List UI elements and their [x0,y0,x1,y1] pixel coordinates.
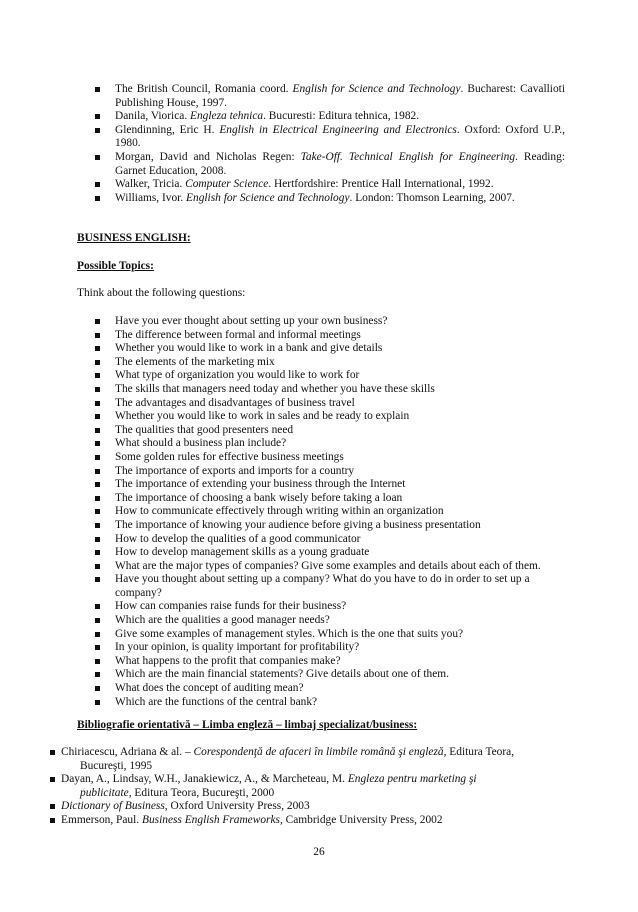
bibliography-item: Dictionary of Business, Oxford University Press, 2003 [61,800,566,814]
question-item: The qualities that good presenters need [115,424,575,438]
square-bullet-icon [95,645,100,650]
question-item: Which are the functions of the central bank? [115,696,575,710]
question-list [115,315,575,709]
square-bullet-icon [95,523,100,528]
square-bullet-icon [95,672,100,677]
square-bullet-icon [95,128,100,133]
square-bullet-icon [95,659,100,664]
question-item: What type of organization you would like to work for [115,369,575,383]
square-bullet-icon [95,564,100,569]
square-bullet-icon [95,319,100,324]
question-item: In your opinion, is quality important for profitability? [115,641,575,655]
bibliography-item: Chiriacescu, Adriana & al. – Corespondenţă de afaceri în limbile română şi engleză, Editura Teora, Bucureşti, 1995 [61,746,566,773]
square-bullet-icon [95,196,100,201]
possible-topics-heading: Possible Topics: [77,260,154,272]
square-bullet-icon [95,537,100,542]
question-item: How to develop the qualities of a good communicator [115,533,575,547]
reference-item: Walker, Tricia. Computer Science. Hertfordshire: Prentice Hall International, 1992. [115,178,565,192]
question-item: Which are the main financial statements? Give details about one of them. [115,668,575,682]
bibliography-item: Emmerson, Paul. Business English Frameworks, Cambridge University Press, 2002 [61,814,566,828]
question-item: What happens to the profit that companies make? [115,655,575,669]
square-bullet-icon [50,804,55,809]
square-bullet-icon [50,818,55,823]
reference-item: Morgan, David and Nicholas Regen: Take-Off. Technical English for Engineering. Reading: Garnet Education, 2008. [115,151,565,178]
square-bullet-icon [95,182,100,187]
square-bullet-icon [95,114,100,119]
reference-item: Williams, Ivor. English for Science and Technology. London: Thomson Learning, 2007. [115,192,565,206]
square-bullet-icon [95,401,100,406]
square-bullet-icon [95,360,100,365]
questions-intro: Think about the following questions: [77,287,246,299]
square-bullet-icon [95,155,100,160]
square-bullet-icon [50,777,55,782]
square-bullet-icon [95,618,100,623]
reference-item: Danila, Viorica. Engleza tehnica. Bucuresti: Editura tehnica, 1982. [115,110,565,124]
reference-item: Glendinning, Eric H. English in Electrical Engineering and Electronics. Oxford: Oxford U.P., 1980. [115,124,565,151]
square-bullet-icon [95,482,100,487]
question-item: The skills that managers need today and whether you have these skills [115,383,575,397]
question-item: Whether you would like to work in a bank and give details [115,342,575,356]
question-item: The elements of the marketing mix [115,356,575,370]
question-item: How to develop management skills as a young graduate [115,546,575,560]
question-item: Give some examples of management styles. Which is the one that suits you? [115,628,575,642]
square-bullet-icon [95,632,100,637]
square-bullet-icon [95,509,100,514]
square-bullet-icon [95,87,100,92]
question-item: The advantages and disadvantages of business travel [115,397,575,411]
bibliography-list [61,746,566,828]
question-item: The importance of extending your business through the Internet [115,478,575,492]
square-bullet-icon [95,550,100,555]
square-bullet-icon [95,373,100,378]
square-bullet-icon [95,496,100,501]
question-item: Whether you would like to work in sales and be ready to explain [115,410,575,424]
reference-list [115,83,565,205]
square-bullet-icon [95,441,100,446]
square-bullet-icon [95,686,100,691]
square-bullet-icon [50,750,55,755]
question-item: The importance of choosing a bank wisely before taking a loan [115,492,575,506]
question-item: Have you ever thought about setting up your own business? [115,315,575,329]
square-bullet-icon [95,604,100,609]
question-item: What does the concept of auditing mean? [115,682,575,696]
question-item: How to communicate effectively through writing within an organization [115,505,575,519]
question-item: Which are the qualities a good manager needs? [115,614,575,628]
square-bullet-icon [95,577,100,582]
reference-item: The British Council, Romania coord. English for Science and Technology. Bucharest: Cavallioti Publishing House, 1997. [115,83,565,110]
question-item: Some golden rules for effective business meetings [115,451,575,465]
square-bullet-icon [95,700,100,705]
question-item: The importance of exports and imports for a country [115,465,575,479]
question-item: What are the major types of companies? Give some examples and details about each of them. [115,560,575,574]
square-bullet-icon [95,469,100,474]
bibliography-item: Dayan, A., Lindsay, W.H., Janakiewicz, A., & Marcheteau, M. Engleza pentru marketing şi publicitate, Editura Teora, Bucureşti, 2000 [61,773,566,800]
square-bullet-icon [95,414,100,419]
question-item: The difference between formal and informal meetings [115,329,575,343]
page-number: 26 [313,846,325,858]
square-bullet-icon [95,333,100,338]
square-bullet-icon [95,428,100,433]
question-item: How can companies raise funds for their business? [115,600,575,614]
bibliography-heading: Bibliografie orientativă – Limba engleză – limbaj specializat/business: [77,719,418,731]
square-bullet-icon [95,346,100,351]
question-item: Have you thought about setting up a company? What do you have to do in order to set up a company? [115,573,575,600]
business-english-heading: BUSINESS ENGLISH: [77,232,191,244]
question-item: What should a business plan include? [115,437,575,451]
question-item: The importance of knowing your audience before giving a business presentation [115,519,575,533]
square-bullet-icon [95,455,100,460]
square-bullet-icon [95,387,100,392]
